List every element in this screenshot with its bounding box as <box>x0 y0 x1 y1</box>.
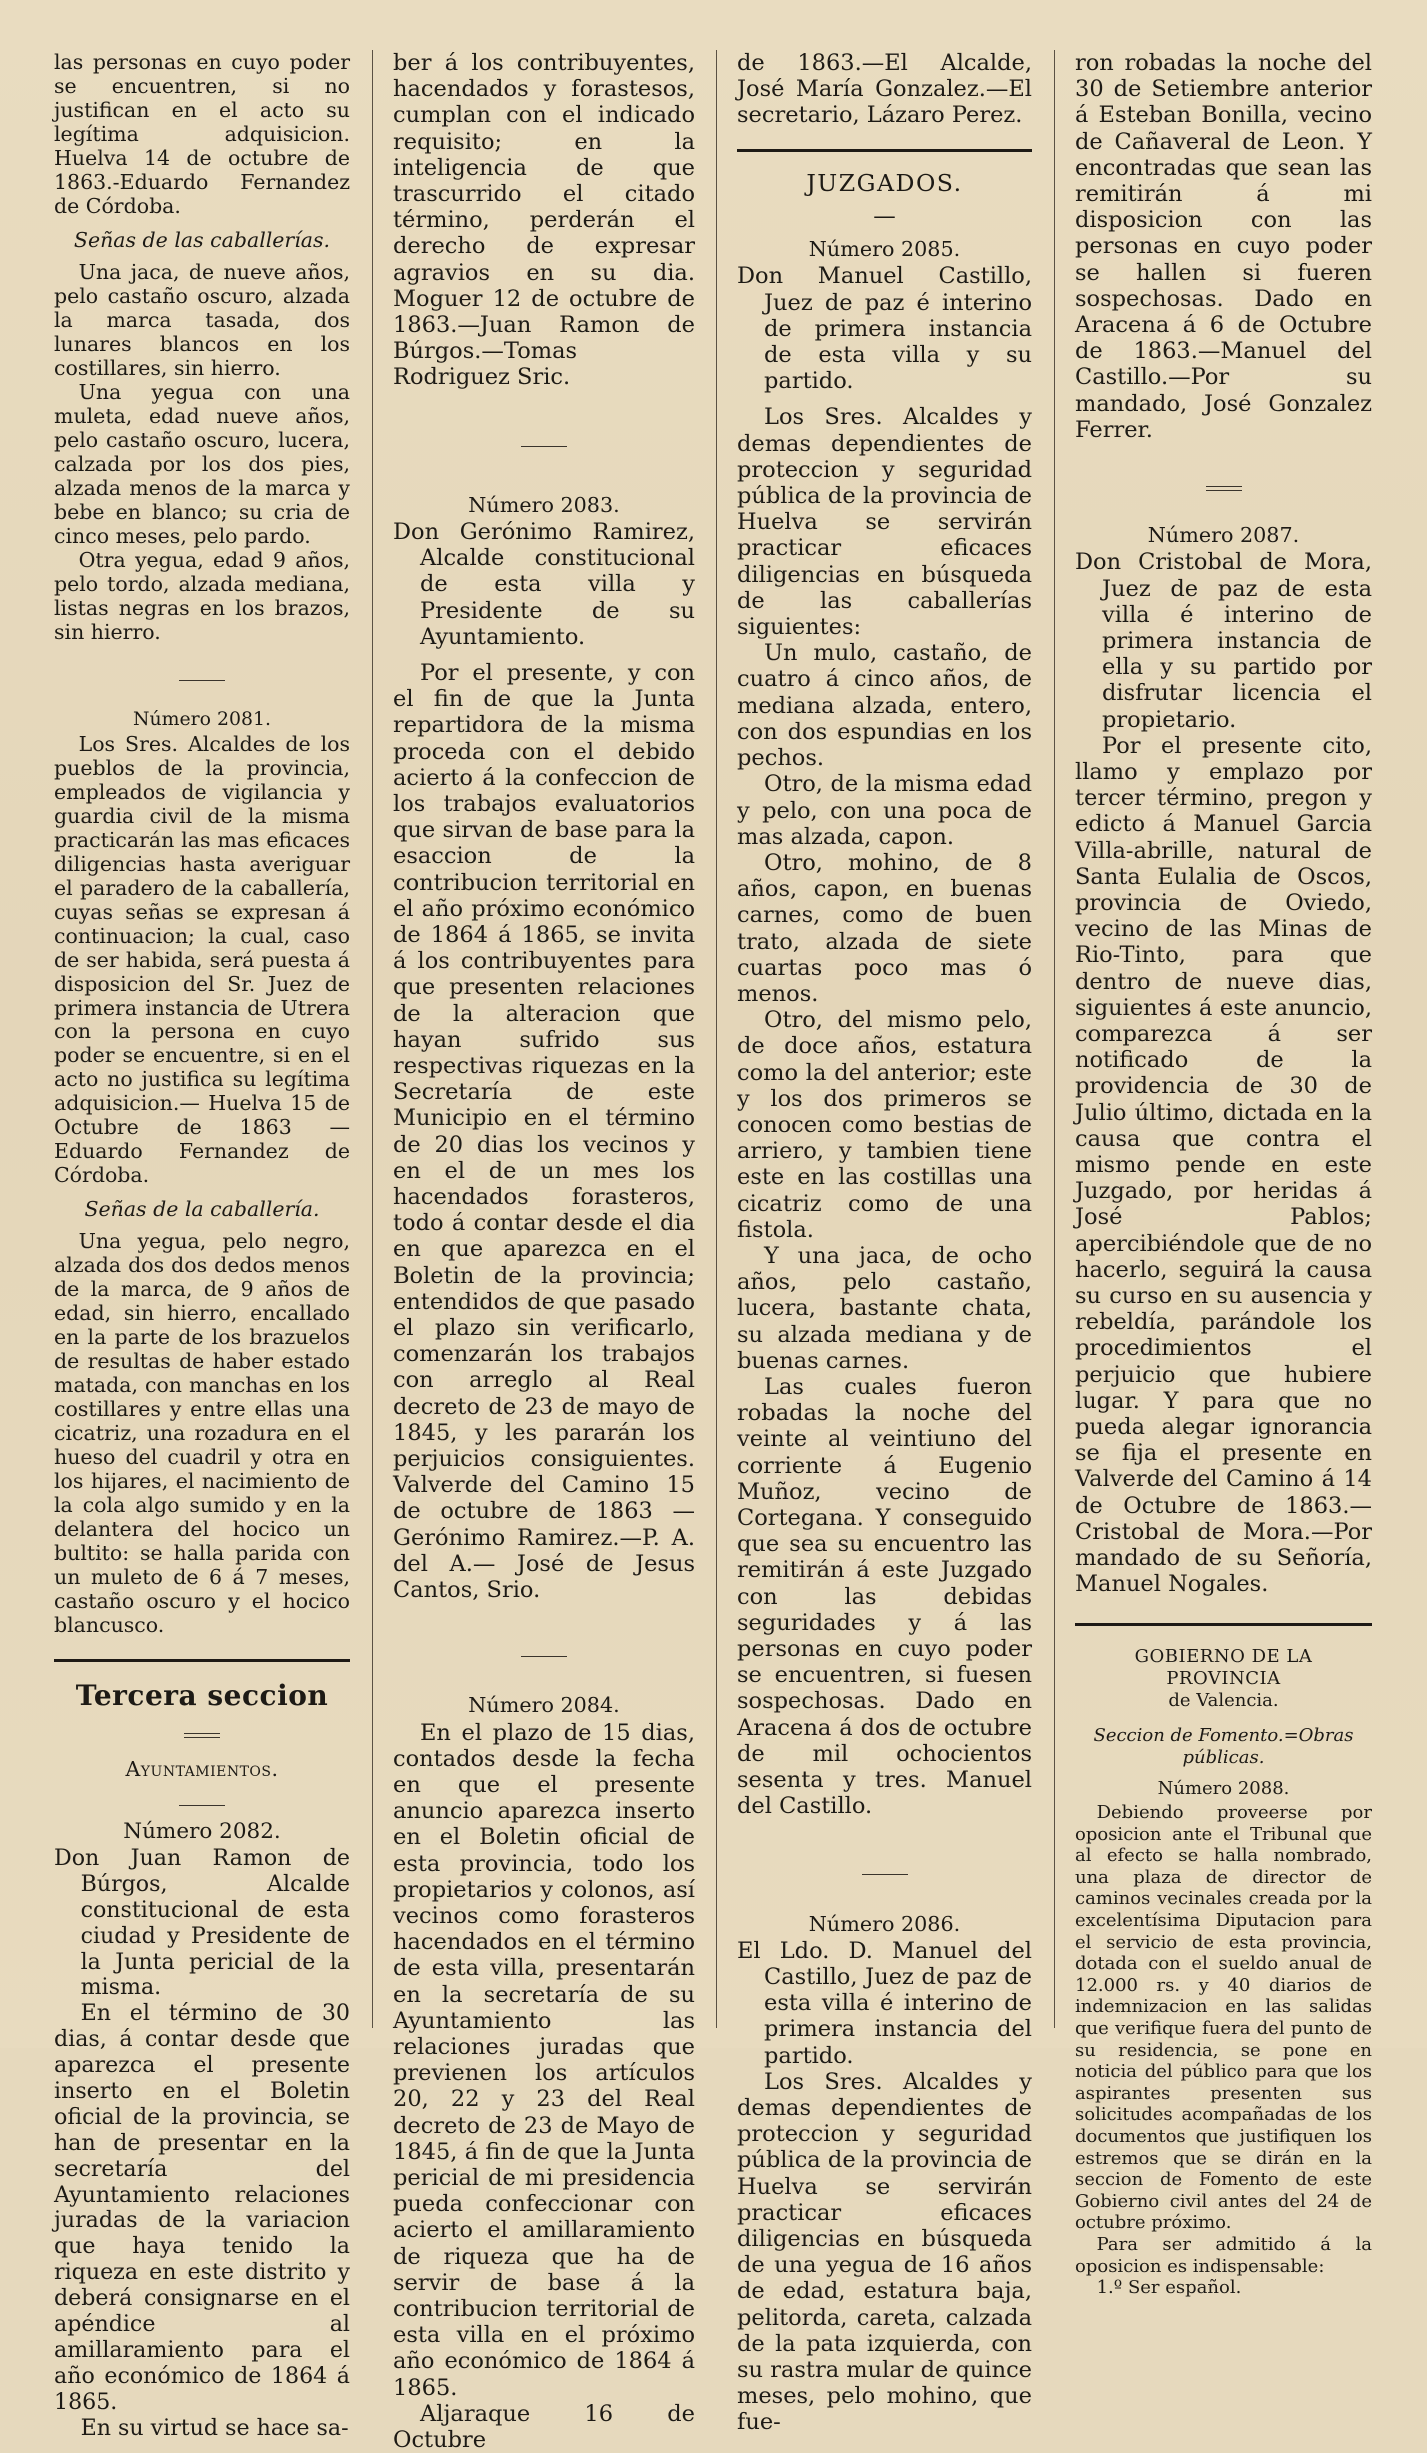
paragraph: En el plazo de 15 dias, contados desde la fecha en que el presente anuncio aparezca inserto en el Boletin oficial de esta provincia, todo los propietarios y colonos, así vecinos como forasteros hacendados en el término de esta villa, presentarán en la secretaría de su Ayuntamiento las relaciones juradas que previenen los artículos 20, 22 y 23 del Real decreto de 23 de Mayo de 1845, á fin de que la Junta pericial de mi presidencia pueda confeccionar con acierto el amillaramiento de riqueza que ha de servir de base á la contribucion territorial de esta villa en el próximo año económico de 1864 á 1865. <box>393 1719 695 2401</box>
paragraph: Un mulo, castaño, de cuatro á cinco años, de mediana alzada, entero, con dos espundias en los pechos. <box>737 640 1032 772</box>
subheading: Señas de las caballerías. <box>73 227 331 252</box>
paragraph: Otro, del mismo pelo, de doce años, estatura como la del anterior; este y los dos primeros se conocen como bestias de arriero, y tambien tiene este en las costillas una cicatriz como de una fistola. <box>737 1007 1032 1243</box>
paragraph: Los Sres. Alcaldes de los pueblos de la provincia, empleados de vigilancia y guardia civil de la misma practicarán las mas eficaces diligencias hasta averiguar el paradero de la caballería, cuyas señas se expresan á continuacion; la cual, caso de ser habida, será puesta á disposicion del Sr. Juez de primera instancia de Utrera con la persona en cuyo poder se encuentre, si en el acto no justifica su legítima adquisicion.— Huelva 15 de Octubre de 1863 — Eduardo Fernandez de Córdoba. <box>54 731 350 1188</box>
column-1 <box>54 50 350 2441</box>
paragraph: Una yegua, pelo negro, alzada dos dos dedos menos de la marca, de 9 años de edad, sin hierro, encallado en la parte de los brazuelos de resultas de haber estado matada, con manchas en los costillares y entre ellas una cicatriz, una rozadura en el hueso del cuadril y otra en los hijares, el nacimiento de la cola algo sumido y en la delantera del hocico un bultito: se halla parida con un muleto de 6 á 7 meses, castaño oscuro y el hocico blancusco. <box>54 1229 350 1638</box>
column-divider <box>372 50 373 2028</box>
subheading: Seccion de Fomento.=Obras públicas. <box>1093 1725 1354 1768</box>
paragraph: Los Sres. Alcaldes y demas dependientes de proteccion y seguridad pública de la provincia de Huelva se servirán practicar eficaces diligencias en búsqueda de las caballerías siguientes: <box>737 404 1032 641</box>
paragraph: En su virtud se hace sa- <box>80 2414 349 2441</box>
section-rule <box>54 1659 350 1662</box>
paragraph: Otro, de la misma edad y pelo, con una poca de mas alzada, capon. <box>737 771 1032 850</box>
separator <box>393 1637 695 1663</box>
paragraph: 1.º Ser español. <box>1096 2277 1242 2299</box>
separator <box>1075 471 1372 497</box>
notice-heading: Don Gerónimo Ramirez, Alcalde constitucional de esta villa y Presidente de su Ayuntamiento. <box>393 518 695 650</box>
column-2 <box>393 50 695 2453</box>
notice-heading: Don Manuel Castillo, Juez de paz é interino de primera instancia de esta villa y su partido. <box>737 263 1032 395</box>
paragraph: En el término de 30 dias, á contar desde que aparezca el presente inserto en el Boletin oficial de la provincia, se han de presentar en la secretaría del Ayuntamiento relaciones juradas de la variacion que haya tenido la riqueza en este distrito y deberá consignarse en el apéndice al amillaramiento para el año económico de 1864 á 1865. <box>54 2000 350 2415</box>
notice-heading: El Ldo. D. Manuel del Castillo, Juez de paz de esta villa é interino de primera instancia del partido. <box>737 1937 1032 2069</box>
separator <box>54 1719 350 1743</box>
section-rule <box>737 149 1032 152</box>
column-3 <box>737 50 1032 2436</box>
subheading: Señas de la caballería. <box>84 1197 320 1222</box>
section-subtitle: de Valencia. <box>1168 1689 1279 1711</box>
notice-number: Número 2085. <box>808 237 961 262</box>
notice-number: Número 2088. <box>1157 1778 1290 1800</box>
notice-number: Número 2084. <box>468 1693 620 1718</box>
paragraph: Otra yegua, edad 9 años, pelo tordo, alzada mediana, listas negras en los brazos, sin hierro. <box>54 547 350 644</box>
notice-number: Número 2081. <box>132 707 272 730</box>
section-title: GOBIERNO DE LA PROVINCIA <box>1134 1646 1313 1690</box>
notice-number: Número 2086. <box>808 1911 961 1936</box>
column-divider <box>1054 50 1055 2028</box>
paragraph: Para ser admitido á la oposicion es indispensable: <box>1075 2233 1372 2277</box>
paragraph: Otro, mohino, de 8 años, capon, en buenas carnes, como de buen trato, alzada de siete cuartas poco mas ó menos. <box>737 849 1032 1007</box>
paragraph: Debiendo proveerse por oposicion ante el Tribunal que al efecto se halla nombrado, una plaza de director de caminos vecinales creada por la excelentísima Diputacion para el servicio de esta provincia, dotada con el sueldo anual de 12.000 rs. y 40 diarios de indemnizacion en las salidas que verifique fuera del punto de su residencia, se pone en noticia del público para que los aspirantes presenten sus solicitudes acompañadas de los documentos que justifiquen los estremos que se dirán en la seccion de Fomento de este Gobierno civil antes del 24 de octubre próximo. <box>1075 1802 1372 2234</box>
paragraph: Y una jaca, de ocho años, pelo castaño, lucera, bastante chata, su alzada mediana y de buenas carnes. <box>737 1242 1032 1374</box>
column-divider <box>716 50 717 2028</box>
paragraph: Una jaca, de nueve años, pelo castaño oscuro, alzada la marca tasada, dos lunares blancos en los costillares, sin hierro. <box>54 259 350 380</box>
continued-paragraph: las personas en cuyo poder se encuentren, si no justifican en el acto su legítima adquisicion. Huelva 14 de octubre de 1863.-Eduardo Fernandez de Córdoba. <box>54 50 350 218</box>
paragraph: Por el presente cito, llamo y emplazo por tercer término, pregon y edicto á Manuel Garcia Villa-abrille, natural de Santa Eulalia de Oscos, provincia de Oviedo, vecino de las Minas de Rio-Tinto, para que dentro de nueve dias, siguientes á este anuncio, comparezca á ser notificado de la providencia de 30 de Julio último, dictada en la causa que contra el mismo pende en este Juzgado, por heridas á José Pablos; apercibiéndole que de no hacerlo, seguirá la causa su curso en su ausencia y rebeldía, parándole los procedimientos el perjuicio que hubiere lugar. Y para que no pueda alegar ignorancia se fija el presente en Valverde del Camino á 14 de Octubre de 1863.—Cristobal de Mora.—Por mandado de su Señoría, Manuel Nogales. <box>1075 732 1372 1598</box>
paragraph: Por el presente, y con el fin de que la Junta repartidora de la misma proceda con el debido acierto á la confeccion de los trabajos evaluatorios que sirvan de base para la esaccion de la contribucion territorial en el año próximo económico de 1864 á 1865, se invita á los contribuyentes para que presenten relaciones de la alteracion que hayan sufrido sus respectivas riquezas en la Secretaría de este Municipio en el término de 20 dias los vecinos y en el de un mes los hacendados forasteros, todo á contar desde el dia en que aparezca en el Boletin de la provincia; entendidos de que pasado el plazo sin verificarlo, comenzarán los trabajos con arreglo al Real decreto de 23 de mayo de 1845, y les pararán los perjuicios consiguientes. Valverde del Camino 15 de octubre de 1863 —Gerónimo Ramirez.—P. A. del A.— José de Jesus Cantos, Srio. <box>393 659 695 1604</box>
continued-paragraph: de 1863.—El Alcalde, José María Gonzalez.—El secretario, Lázaro Perez. <box>737 50 1032 129</box>
section-rule <box>1075 1623 1372 1626</box>
separator: — <box>873 203 896 230</box>
separator <box>737 1855 1032 1881</box>
paragraph: Las cuales fueron robadas la noche del veinte al veintiuno del corriente á Eugenio Muñoz, vecino de Cortegana. Y conseguido que sea su encuentro las remitirán á este Juzgado con las debidas seguridades y á las personas en cuyo poder se encuentren, si fuesen sospechosas. Dado en Aracena á dos de octubre de mil ochocientos sesenta y tres. Manuel del Castillo. <box>737 1373 1032 1820</box>
section-title: JUZGADOS. <box>806 168 963 197</box>
subsection-title: Ayuntamientos. <box>125 1756 279 1781</box>
notice-heading: Don Juan Ramon de Búrgos, Alcalde constitucional de esta ciudad y Presidente de la Junta pericial de la misma. <box>54 1844 350 2001</box>
continued-paragraph: ber á los contribuyentes, hacendados y forastesos, cumplan con el indicado requisito; en la inteligencia de que trascurrido el citado término, perderán el derecho de expresar agravios en su dia. Moguer 12 de octubre de 1863.—Juan Ramon de Búrgos.—Tomas Rodriguez Sric. <box>393 50 695 391</box>
notice-heading: Don Cristobal de Mora, Juez de paz de esta villa é interino de primera instancia de ella y su partido por disfrutar licencia el propietario. <box>1075 549 1372 733</box>
section-title: Tercera seccion <box>75 1679 329 1713</box>
notice-number: Número 2083. <box>468 492 620 517</box>
paragraph: Una yegua con una muleta, edad nueve años, pelo castaño oscuro, lucera, calzada por los dos pies, alzada menos de la marca y bebe en blanco; su cria de cinco meses, pelo pardo. <box>54 379 350 548</box>
continued-paragraph: ron robadas la noche del 30 de Setiembre anterior á Esteban Bonilla, vecino de Cañaveral de Leon. Y encontradas que sean las remitirán á mi disposicion con las personas en cuyo poder se hallen si fueren sospechosas. Dado en Aracena á 6 de Octubre de 1863.—Manuel del Castillo.—Por su mandado, José Gonzalez Ferrer. <box>1075 50 1372 443</box>
paragraph: Aljaraque 16 de Octubre <box>393 2400 695 2453</box>
separator <box>54 1787 350 1811</box>
separator <box>54 662 350 686</box>
paragraph: Los Sres. Alcaldes y demas dependientes de proteccion y seguridad pública de la provincia de Huelva se servirán practicar eficaces diligencias en búsqueda de una yegua de 16 años de edad, estatura baja, pelitorda, careta, calzada de la pata izquierda, con su rastra mular de quince meses, pelo mohino, que fue- <box>737 2068 1032 2436</box>
separator <box>393 427 695 453</box>
column-4 <box>1075 50 1372 2299</box>
notice-number: Número 2087. <box>1147 523 1300 548</box>
notice-number: Número 2082. <box>123 1818 281 1844</box>
